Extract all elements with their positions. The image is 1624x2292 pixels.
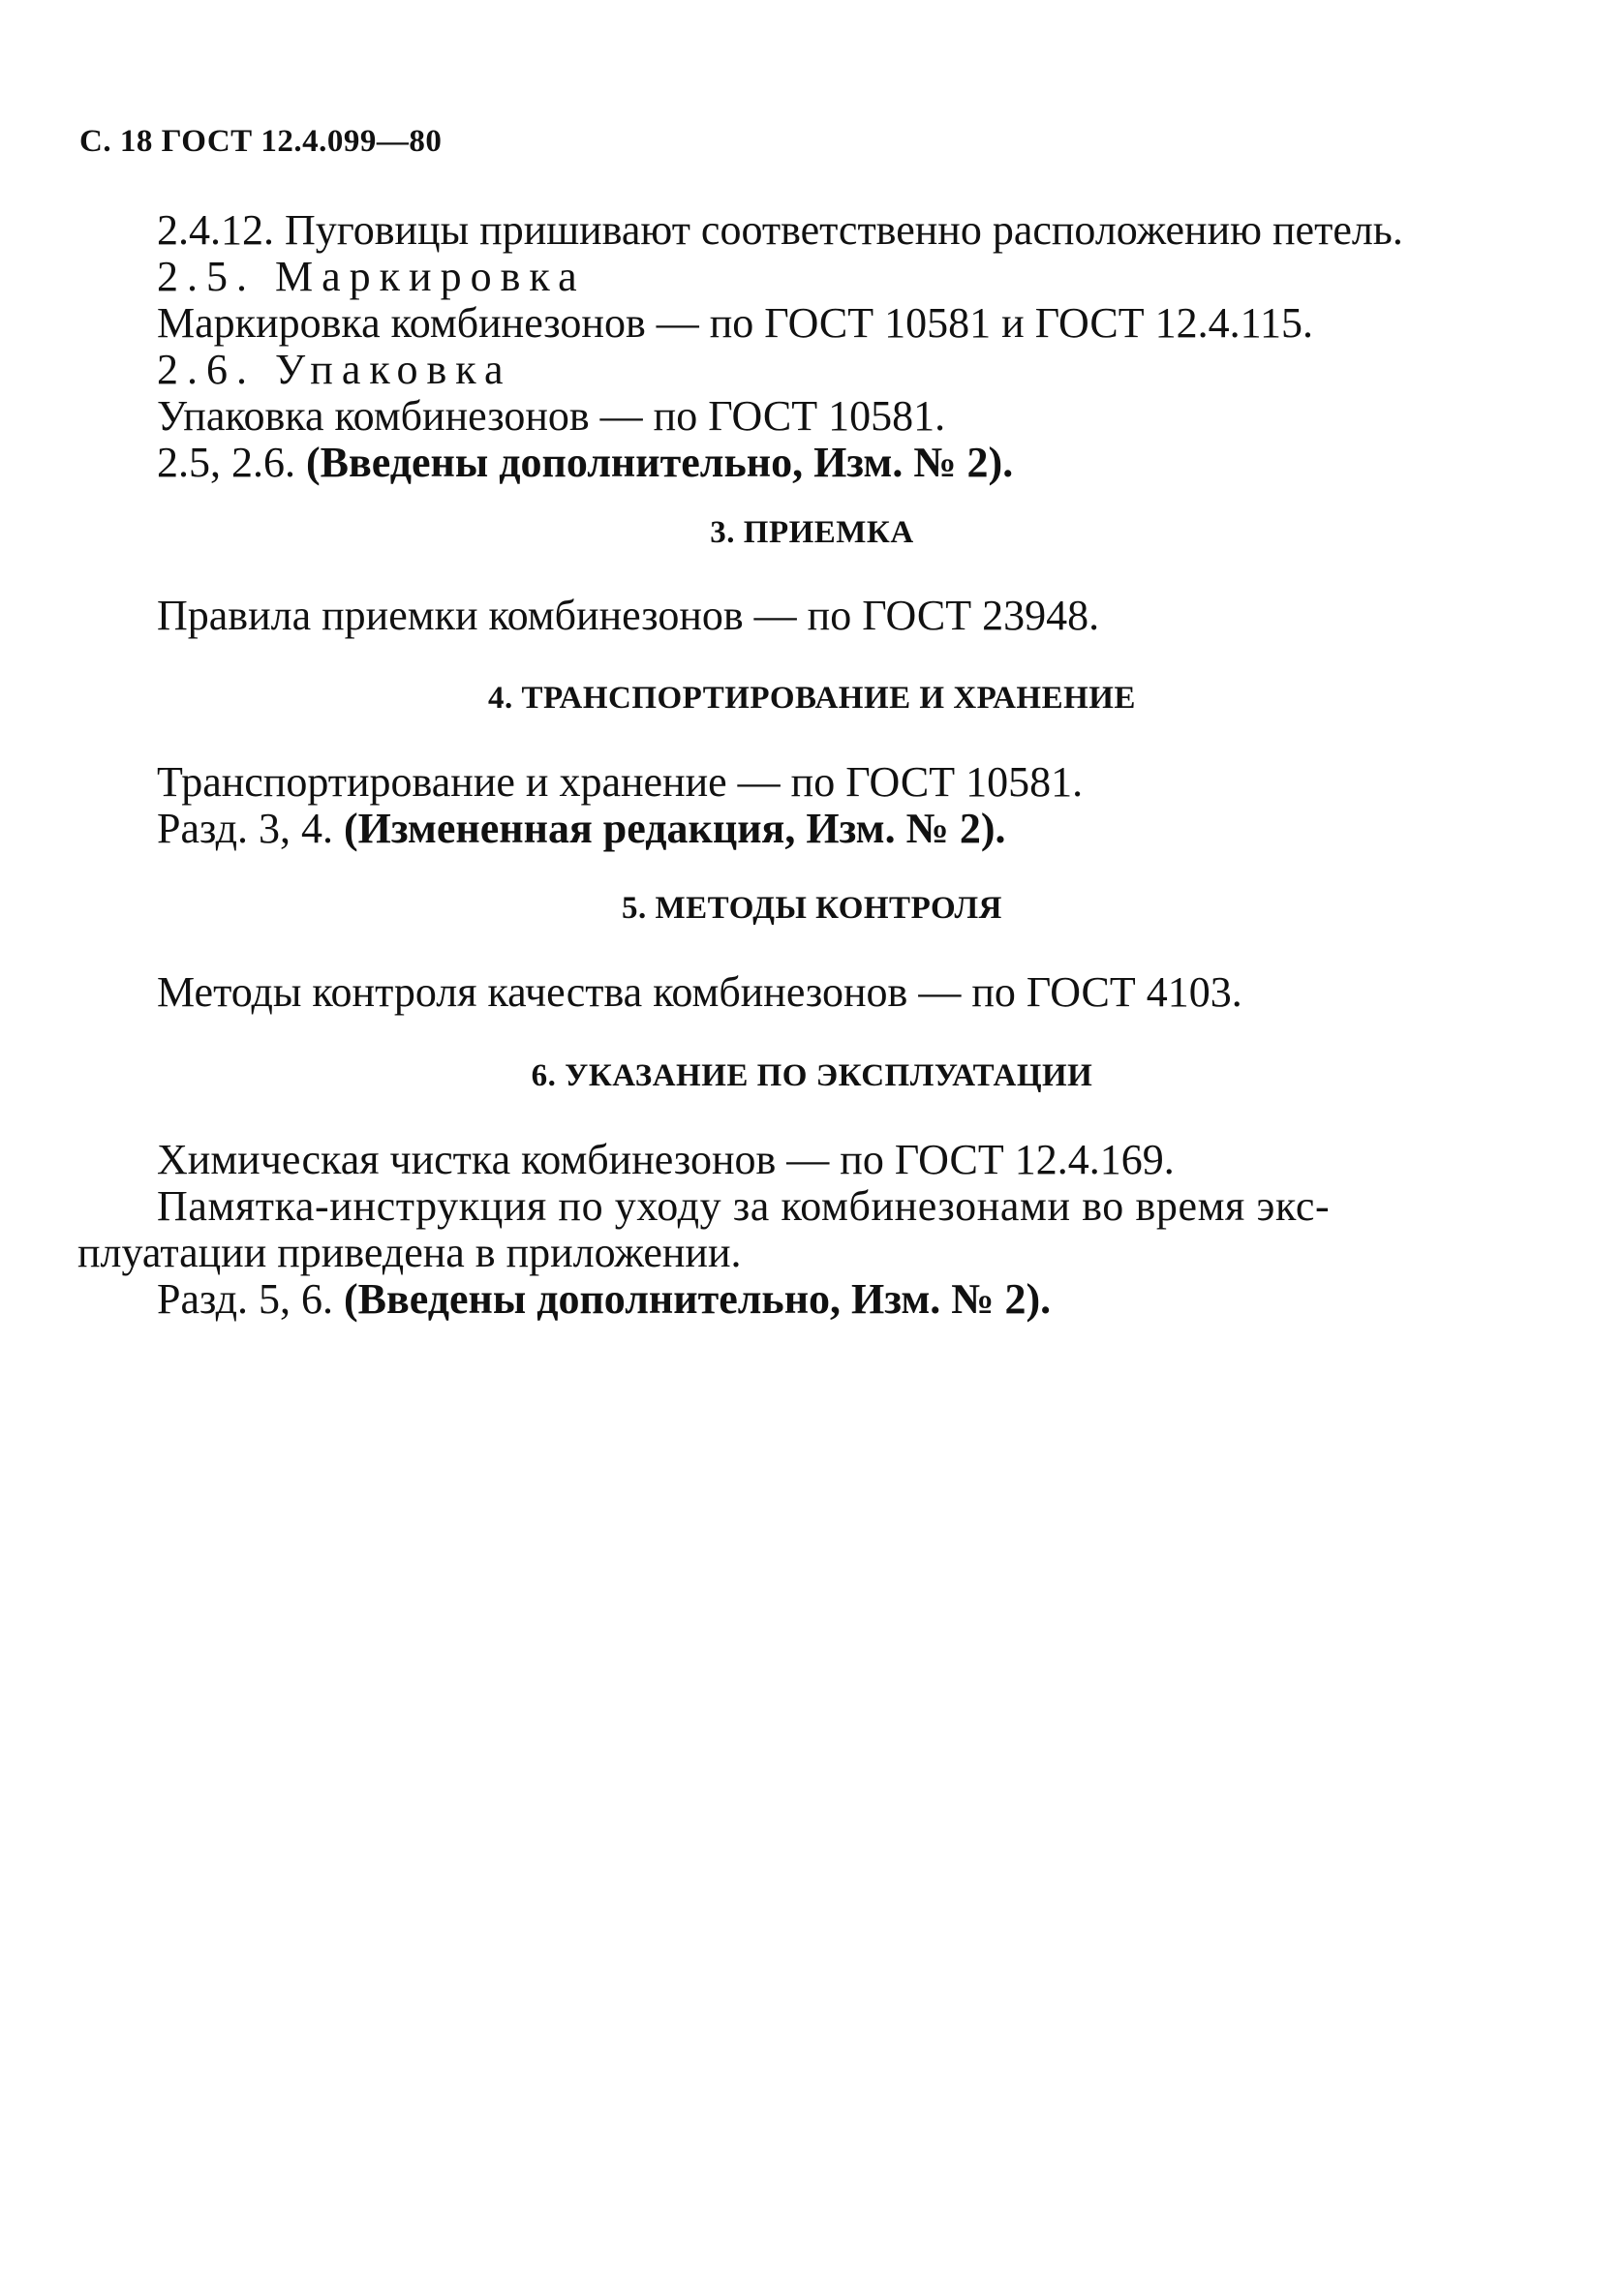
section-5-body [157, 969, 1425, 1016]
section-2-continuation [157, 207, 1425, 486]
section-4-body [157, 759, 1425, 852]
section-3-body [157, 593, 1425, 639]
amendment-note-bold: (Введены дополнительно, Изм. № 2). [306, 439, 1014, 486]
item-2-4-12: 2.4.12. Пуговицы пришивают соответственно расположению петель. [157, 206, 1403, 254]
item-2-5-text: Маркировка комбинезонов — по ГОСТ 10581 и ГОСТ 12.4.115. [157, 299, 1313, 347]
section-4-title: 4. ТРАНСПОРТИРОВАНИЕ И ХРАНЕНИЕ [488, 681, 1136, 716]
section-6-text-2-line-1: Памятка-инструкция по уходу за комбинезонами во время экс- [157, 1182, 1331, 1230]
amendment-note-prefix: 2.5, 2.6. [157, 439, 306, 486]
amendment-note-3-4 [157, 806, 1425, 852]
section-6-text-2-line-2: плуатации приведена в приложении. [77, 1229, 742, 1276]
section-5-title: 5. МЕТОДЫ КОНТРОЛЯ [622, 891, 1002, 926]
section-6-body [77, 1136, 1425, 1323]
item-2-5-heading: 2.5. Маркировка [157, 253, 586, 300]
amendment-note-bold: (Измененная редакция, Изм. № 2). [343, 805, 1006, 852]
item-2-6-text: Упаковка комбинезонов — по ГОСТ 10581. [157, 392, 946, 440]
amendment-note-bold: (Введены дополнительно, Изм. № 2). [343, 1275, 1052, 1323]
amendment-note-prefix: Разд. 5, 6. [157, 1275, 344, 1323]
section-5-text: Методы контроля качества комбинезонов — по ГОСТ 4103. [157, 968, 1242, 1016]
amendment-note-prefix: Разд. 3, 4. [157, 805, 344, 852]
section-6-title: 6. УКАЗАНИЕ ПО ЭКСПЛУАТАЦИИ [531, 1058, 1093, 1093]
section-6-text-1: Химическая чистка комбинезонов — по ГОСТ 12.4.169. [157, 1136, 1175, 1183]
section-3-title: 3. ПРИЕМКА [710, 515, 914, 550]
amendment-note-2-5-2-6 [157, 440, 1425, 486]
section-3-text: Правила приемки комбинезонов — по ГОСТ 23948. [157, 592, 1100, 639]
page-header: С. 18 ГОСТ 12.4.099—80 [79, 124, 443, 159]
item-2-6-heading: 2.6. Упаковка [157, 346, 512, 393]
section-4-text: Транспортирование и хранение — по ГОСТ 10581. [157, 758, 1084, 806]
amendment-note-5-6 [157, 1276, 1425, 1323]
